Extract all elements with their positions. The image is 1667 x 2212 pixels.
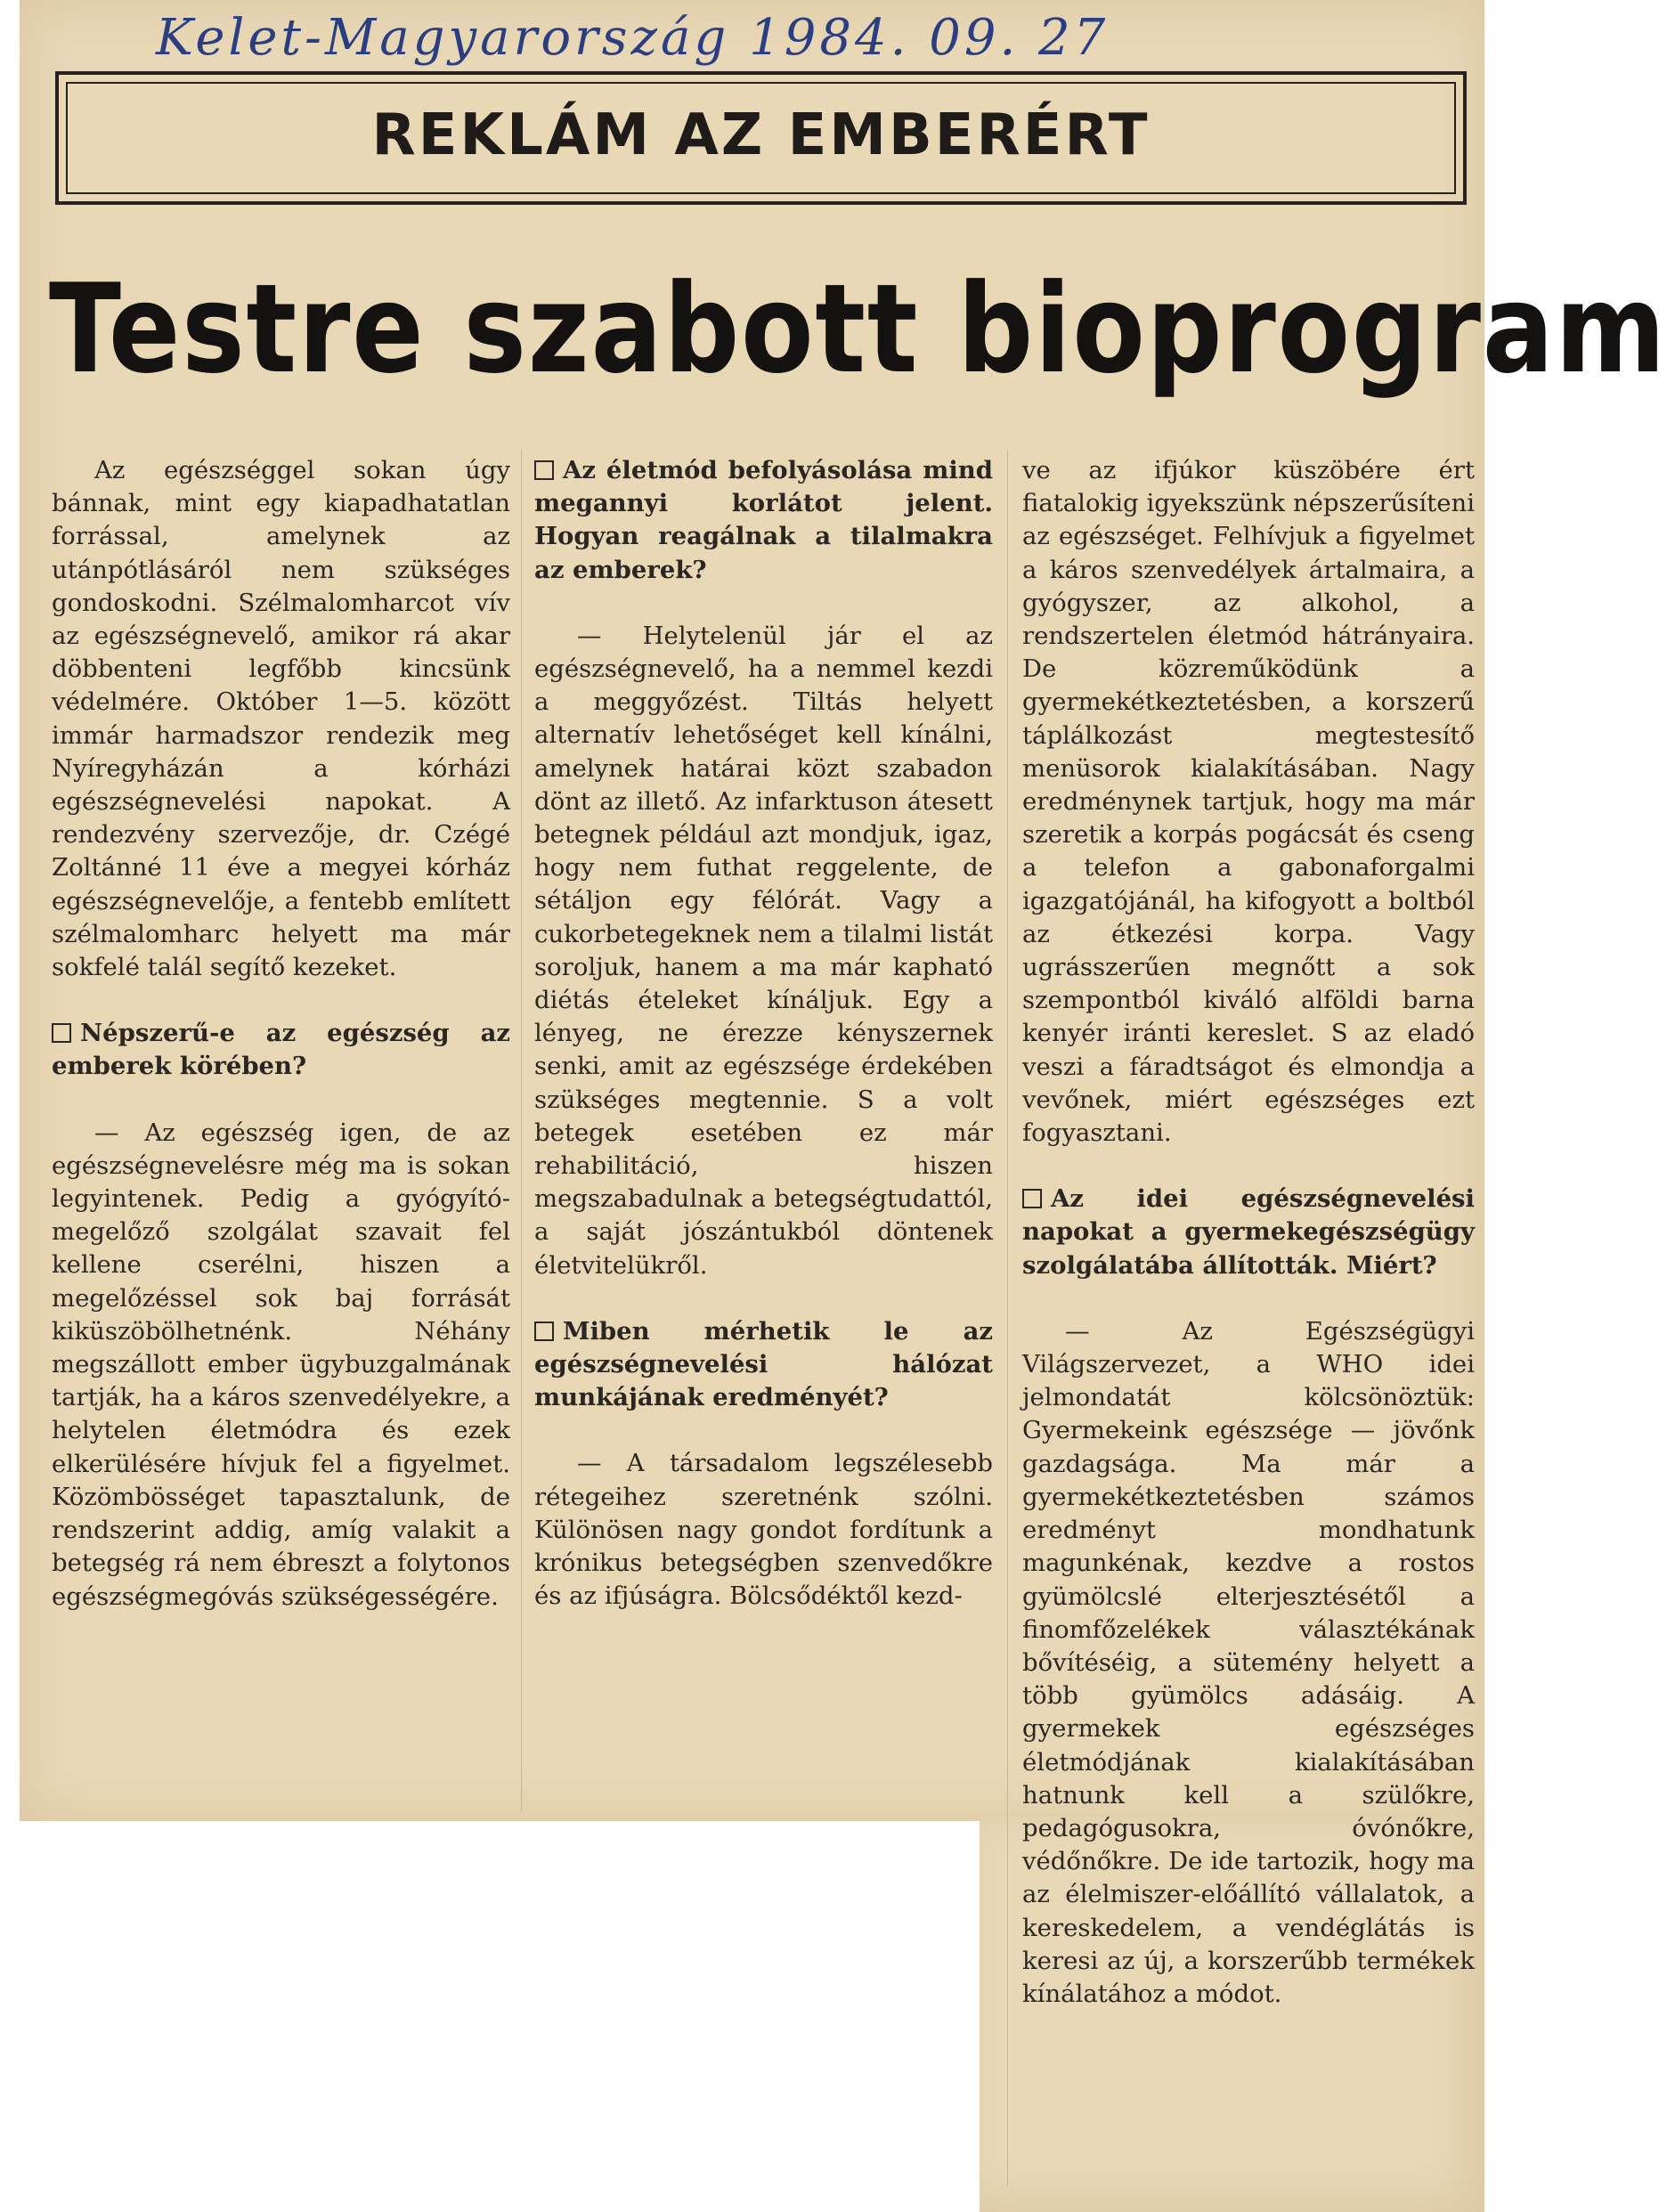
checkbox-square-icon [1022, 1189, 1042, 1208]
checkbox-square-icon [52, 1023, 71, 1043]
question-text: Miben mérhetik le az egészségnevelési hálózat munkájának eredményét? [534, 1316, 993, 1412]
question-text: Népszerű-e az egészség az emberek körében? [52, 1019, 510, 1081]
checkbox-square-icon [534, 1322, 554, 1341]
column-divider [1007, 450, 1008, 2186]
rubric-title: REKLÁM AZ EMBERÉRT [371, 102, 1151, 168]
interview-question [1022, 1183, 1475, 1282]
handwritten-source-note [156, 7, 1224, 69]
answer-paragraph: — Az egészség igen, de az egészségnevelésre még ma is sokan legyintenek. Pedig a gyógyító-megelőző szolgálat szavait fel kellene cserélni, hiszen a megelőzéssel sok baj forrását kiküszöbölhetnénk. Néhány megszállott ember ügybuzgalmának tartják, ha a káros szenvedélyekre, a helytelen életmódra és ezek elkerülésére hívjuk fel a figyelmet. Közömbösséget tapasztalunk, de rendszerint addig, amíg valakit a betegség rá nem ébreszt a folytonos egészségmegóvás szükségességére. [52, 1118, 510, 1611]
lead-paragraph: Az egészséggel sokan úgy bánnak, mint egy kiapadhatatlan forrással, amelynek az utánpótlásáról nem szükséges gondoskodni. Szélmalomharcot vív az egészségnevelő, amikor rá akar döbbenteni legfőbb kincsünk védelmére. Október 1—5. között immár harmadszor rendezik meg Nyíregyházán a kórházi egészségnevelési napokat. A rendezvény szervezője, dr. Czégé Zoltánné 11 éve a megyei kórház egészségnevelője, a fentebb említett szélmalomharc helyett ma már sokfelé talál segítő kezeket. [52, 456, 510, 982]
answer-paragraph: — A társadalom legszélesebb rétegeihez szeretnénk szólni. Különösen nagy gondot fordítunk a krónikus betegségben szenvedőkre és az ifjúságra. Bölcsődéktől kezd- [534, 1449, 993, 1611]
interview-question [534, 1315, 993, 1415]
checkbox-square-icon [534, 460, 554, 480]
continued-paragraph: ve az ifjúkor küszöbére ért fiatalokig igyekszünk népszerűsíteni az egészséget. Felhívjuk a figyelmet a káros szenvedélyek ártalmaira, a gyógyszer, az alkohol, a rendszertelen életmód hátrányaira. De közreműködünk a gyermekétkeztetésben, a korszerű táplálkozást megtestesítő menüsorok kialakításában. Nagy eredménynek tartjuk, hogy ma már szeretik a korpás pogácsát és cseng a telefon a gabonaforgalmi igazgatójánál, ha kifogyott a boltból az étkezési korpa. Vagy ugrásszerűen megnőtt a sok szempontból kiváló alföldi barna kenyér iránti kereslet. S az eladó veszi a fáradtságot és elmondja a vevőnek, miért egészséges ezt fogyasztani. [1022, 456, 1475, 1148]
article-headline: Testre szabott bioprogram [49, 257, 1667, 401]
article-column-2 [534, 454, 993, 1614]
column-divider [521, 450, 522, 1812]
question-text: Az idei egészségnevelési napokat a gyermekegészségügy szolgálatába állították. Miért? [1022, 1184, 1475, 1280]
answer-paragraph: — Helytelenül jár el az egészségnevelő, ha a nemmel kezdi a meggyőzést. Tiltás helyett alternatív lehetőséget kell kínálni, amelynek határai közt szabadon dönt az illető. Az infarktuson átesett betegnek például azt mondjuk, igaz, hogy nem futhat reggelente, de sétáljon egy félórát. Vagy a cukorbetegeknek nem a tilalmi listát soroljuk, hanem a ma már kapható diétás ételeket kínáljuk. Egy a lényeg, ne érezze kényszernek senki, amit az egészsége érdekében szükséges megtennie. S a volt betegek esetében ez már rehabilitáció, hiszen megszabadulnak a betegségtudattól, a saját jószántukból döntenek életvitelükről. [534, 621, 993, 1280]
interview-question [534, 454, 993, 587]
answer-paragraph: — Az Egészségügyi Világszervezet, a WHO idei jelmondatát kölcsönöztük: Gyermekeink egészsége — jövőnk gazdagsága. Ma már a gyermekétkeztetésben számos eredményt mondhatunk magunkénak, kezdve a rostos gyümölcslé elterjesztésétől a finomfőzelékek választékának bővítéséig, a sütemény helyett a több gyümölcs adásáig. A gyermekek egészséges életmódjának kialakításában hatnunk kell a szülőkre, pedagógusokra, óvónőkre, védőnőkre. De ide tartozik, hogy ma az élelmiszer-előállító vállalatok, a kereskedelem, a vendéglátás is keresi az új, a korszerűbb termékek kínálatához a módot. [1022, 1316, 1475, 2008]
question-text: Az életmód befolyásolása mind megannyi korlátot jelent. Hogyan reagálnak a tilalmakra az emberek? [534, 456, 993, 584]
rubric-frame [55, 71, 1467, 205]
handwritten-text: Kelet-Magyarország 1984. 09. 27 [156, 9, 1110, 67]
interview-question [52, 1017, 510, 1083]
article-column-3 [1022, 454, 1475, 2011]
article-column-1 [52, 454, 510, 1614]
